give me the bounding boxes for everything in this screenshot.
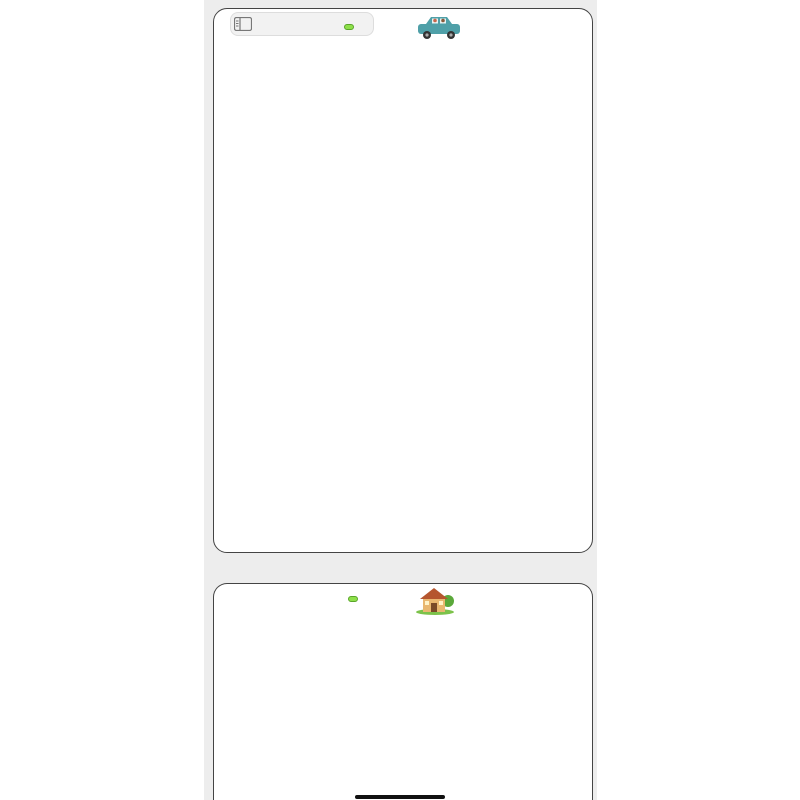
sidebar-icon[interactable] <box>234 16 252 35</box>
worksheet-page-130 <box>213 8 593 553</box>
worksheet-page-131 <box>213 583 593 800</box>
minute-bar-diagram <box>306 632 480 666</box>
house-icon <box>415 585 455 619</box>
car-icon <box>414 14 464 44</box>
exercise-banner <box>348 596 358 602</box>
exercise-banner <box>344 24 354 30</box>
home-indicator <box>355 795 445 799</box>
